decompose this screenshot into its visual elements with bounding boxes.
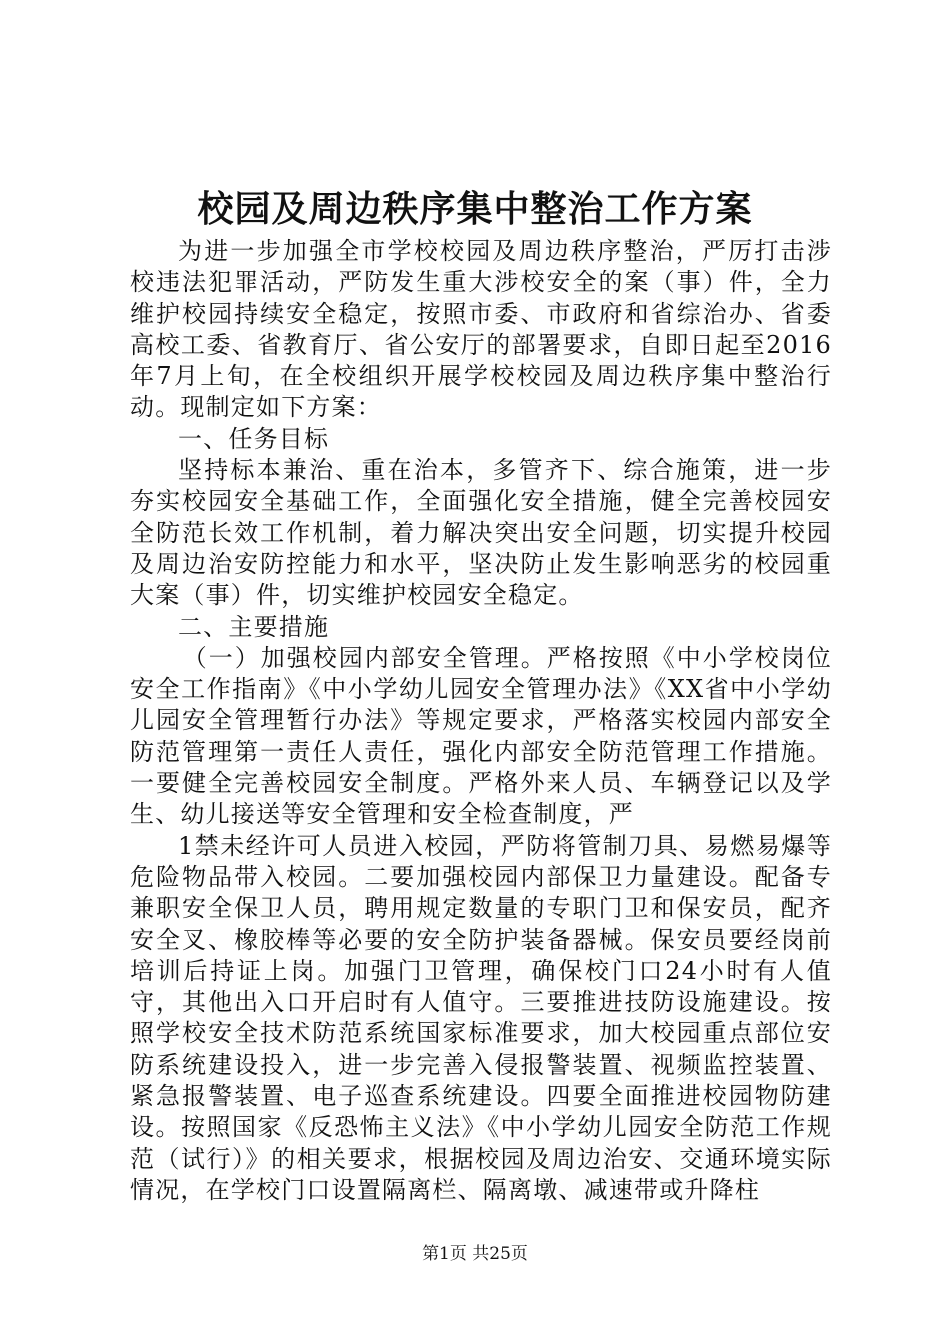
page-number-footer: 第1页 共25页 xyxy=(422,1244,528,1264)
intro-paragraph: 为进一步加强全市学校校园及周边秩序整治，严厉打击涉校违法犯罪活动，严防发生重大涉校安全的案（事）件，全力维护校园持续安全稳定，按照市委、市政府和省综治办、省委高校工委、省教育厅、省公安厅的部署要求，自即日起至2016年7月上旬，在全校组织开展学校校园及周边秩序集中整治行动。现制定如下方案： xyxy=(130,237,832,422)
section-heading-measures: 二、主要措施 xyxy=(178,612,330,641)
section-heading-goals: 一、任务目标 xyxy=(178,424,330,453)
document-title: 校园及周边秩序集中整治工作方案 xyxy=(197,188,753,230)
goals-paragraph: 坚持标本兼治、重在治本，多管齐下、综合施策，进一步夯实校园安全基础工作，全面强化安全措施，健全完善校园安全防范长效工作机制，着力解决突出安全问题，切实提升校园及周边治安防控能力和水平，坚决防止发生影响恶劣的校园重大案（事）件，切实维护校园安全稳定。 xyxy=(130,456,832,610)
measure-one-paragraph: （一）加强校园内部安全管理。严格按照《中小学校岗位安全工作指南》《中小学幼儿园安全管理办法》《XX省中小学幼儿园安全管理暂行办法》等规定要求，严格落实校园内部安全防范管理第一责任人责任，强化内部安全防范管理工作措施。一要健全完善校园安全制度。严格外来人员、车辆登记以及学生、幼儿接送等安全管理和安全检查制度，严 xyxy=(130,643,832,829)
document-body xyxy=(130,236,832,1206)
measure-details-paragraph: 1禁未经许可人员进入校园，严防将管制刀具、易燃易爆等危险物品带入校园。二要加强校园内部保卫力量建设。配备专兼职安全保卫人员，聘用规定数量的专职门卫和保安员，配齐安全叉、橡胶棒等必要的安全防护装备器械。保安员要经岗前培训后持证上岗。加强门卫管理，确保校门口24小时有人值守，其他出入口开启时有人值守。三要推进技防设施建设。按照学校安全技术防范系统国家标准要求，加大校园重点部位安防系统建设投入，进一步完善入侵报警装置、视频监控装置、紧急报警装置、电子巡查系统建设。四要全面推进校园物防建设。按照国家《反恐怖主义法》《中小学幼儿园安全防范工作规范（试行）》的相关要求，根据校园及周边治安、交通环境实际情况，在学校门口设置隔离栏、隔离墩、减速带或升降柱 xyxy=(130,831,832,1204)
